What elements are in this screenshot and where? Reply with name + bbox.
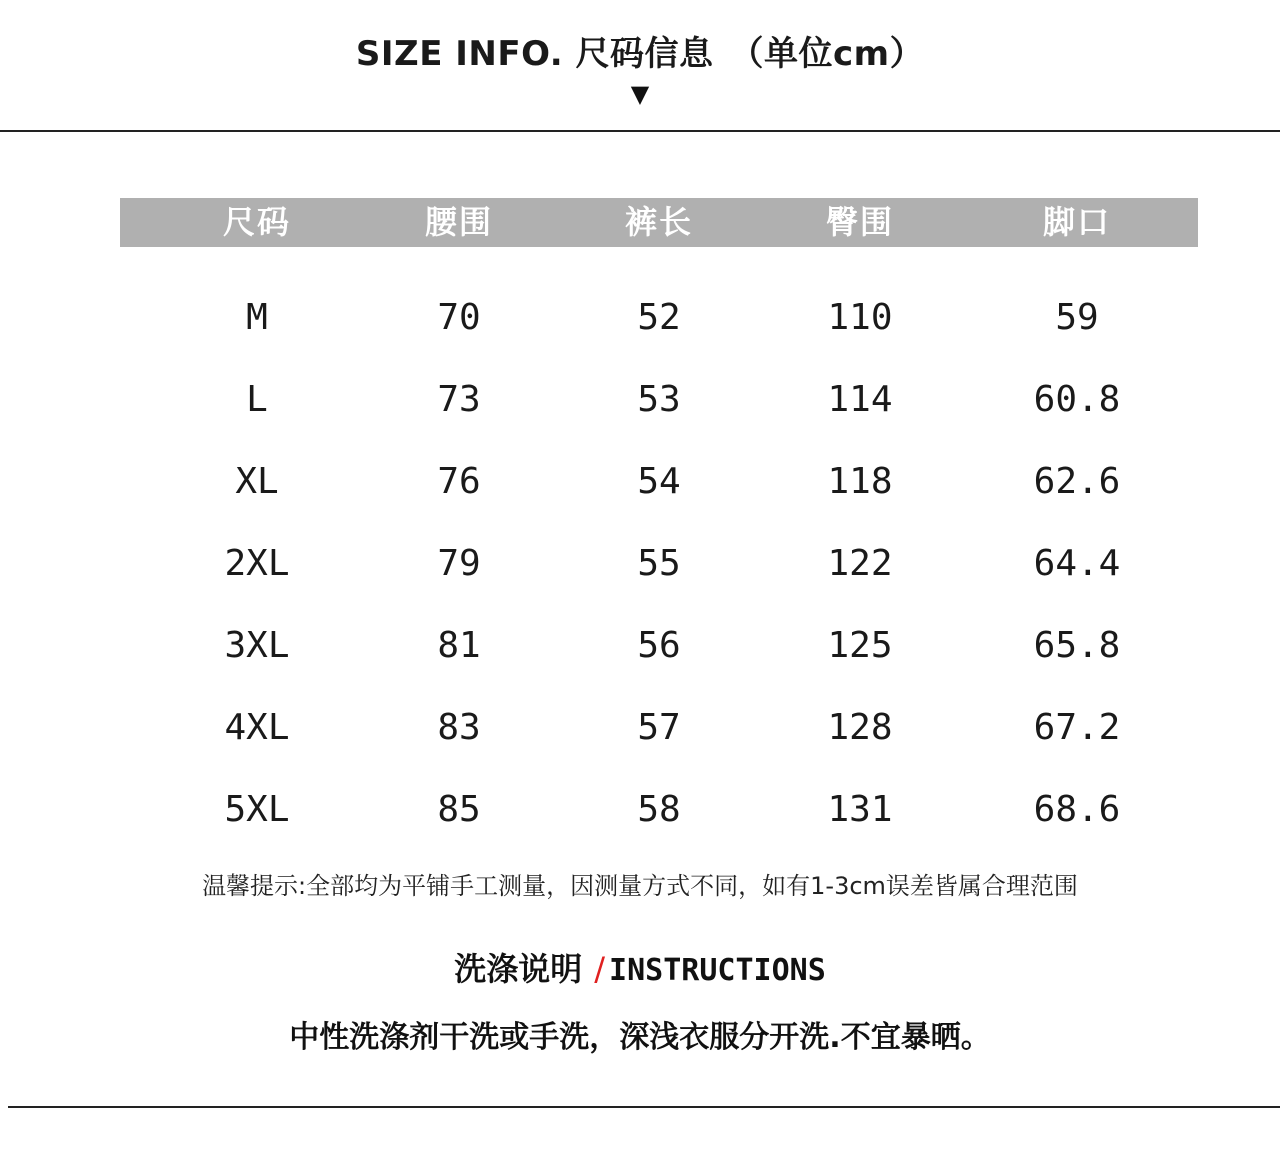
title-unit: （单位cm） bbox=[729, 34, 925, 74]
table-row bbox=[0, 452, 1280, 512]
bottom-divider bbox=[8, 1106, 1280, 1108]
column-header-length: 裤长 bbox=[624, 203, 693, 241]
page-title bbox=[0, 26, 1280, 75]
cell-waist: 70 bbox=[437, 297, 481, 338]
cell-hem: 60.8 bbox=[1033, 379, 1121, 420]
cell-hem: 64.4 bbox=[1033, 543, 1121, 584]
cell-length: 57 bbox=[637, 707, 681, 748]
cell-size: L bbox=[246, 379, 268, 420]
cell-length: 53 bbox=[637, 379, 681, 420]
column-header-waist: 腰围 bbox=[424, 203, 493, 241]
table-row bbox=[0, 370, 1280, 430]
column-header-size: 尺码 bbox=[222, 203, 291, 241]
cell-size: 4XL bbox=[224, 707, 290, 748]
cell-length: 58 bbox=[637, 789, 681, 830]
cell-length: 54 bbox=[637, 461, 681, 502]
cell-hip: 125 bbox=[827, 625, 893, 666]
cell-size: XL bbox=[235, 461, 279, 502]
cell-waist: 85 bbox=[437, 789, 481, 830]
cell-size: 2XL bbox=[224, 543, 290, 584]
wash-instructions-text: 中性洗涤剂干洗或手洗，深浅衣服分开洗.不宜暴晒。 bbox=[289, 1020, 991, 1055]
cell-hip: 114 bbox=[827, 379, 893, 420]
cell-length: 52 bbox=[637, 297, 681, 338]
down-arrow-icon: ▼ bbox=[630, 80, 650, 108]
wash-instructions-heading bbox=[0, 944, 1280, 990]
cell-waist: 79 bbox=[437, 543, 481, 584]
cell-hip: 122 bbox=[827, 543, 893, 584]
cell-waist: 76 bbox=[437, 461, 481, 502]
cell-waist: 73 bbox=[437, 379, 481, 420]
table-row bbox=[0, 698, 1280, 758]
cell-hem: 68.6 bbox=[1033, 789, 1121, 830]
cell-hem: 59 bbox=[1055, 297, 1099, 338]
measurement-note: 温馨提示:全部均为平铺手工测量，因测量方式不同，如有1-3cm误差皆属合理范围 bbox=[202, 872, 1078, 900]
cell-length: 56 bbox=[637, 625, 681, 666]
cell-hip: 110 bbox=[827, 297, 893, 338]
table-row bbox=[0, 780, 1280, 840]
table-row bbox=[0, 288, 1280, 348]
cell-size: M bbox=[246, 297, 268, 338]
column-header-hem: 脚口 bbox=[1042, 203, 1111, 241]
cell-size: 5XL bbox=[224, 789, 290, 830]
cell-length: 55 bbox=[637, 543, 681, 584]
cell-hem: 67.2 bbox=[1033, 707, 1121, 748]
cell-hip: 131 bbox=[827, 789, 893, 830]
column-header-hip: 臀围 bbox=[825, 203, 894, 241]
slash-divider: / bbox=[594, 950, 606, 988]
cell-waist: 81 bbox=[437, 625, 481, 666]
wash-title-zh: 洗涤说明 bbox=[454, 950, 583, 988]
cell-hem: 62.6 bbox=[1033, 461, 1121, 502]
top-divider bbox=[0, 130, 1280, 132]
table-row bbox=[0, 534, 1280, 594]
cell-hem: 65.8 bbox=[1033, 625, 1121, 666]
cell-hip: 128 bbox=[827, 707, 893, 748]
size-table-header bbox=[120, 198, 1198, 247]
title-text: SIZE INFO. 尺码信息 bbox=[355, 34, 714, 74]
wash-title-en: INSTRUCTIONS bbox=[609, 953, 826, 988]
table-row bbox=[0, 616, 1280, 676]
cell-size: 3XL bbox=[224, 625, 290, 666]
cell-hip: 118 bbox=[827, 461, 893, 502]
cell-waist: 83 bbox=[437, 707, 481, 748]
